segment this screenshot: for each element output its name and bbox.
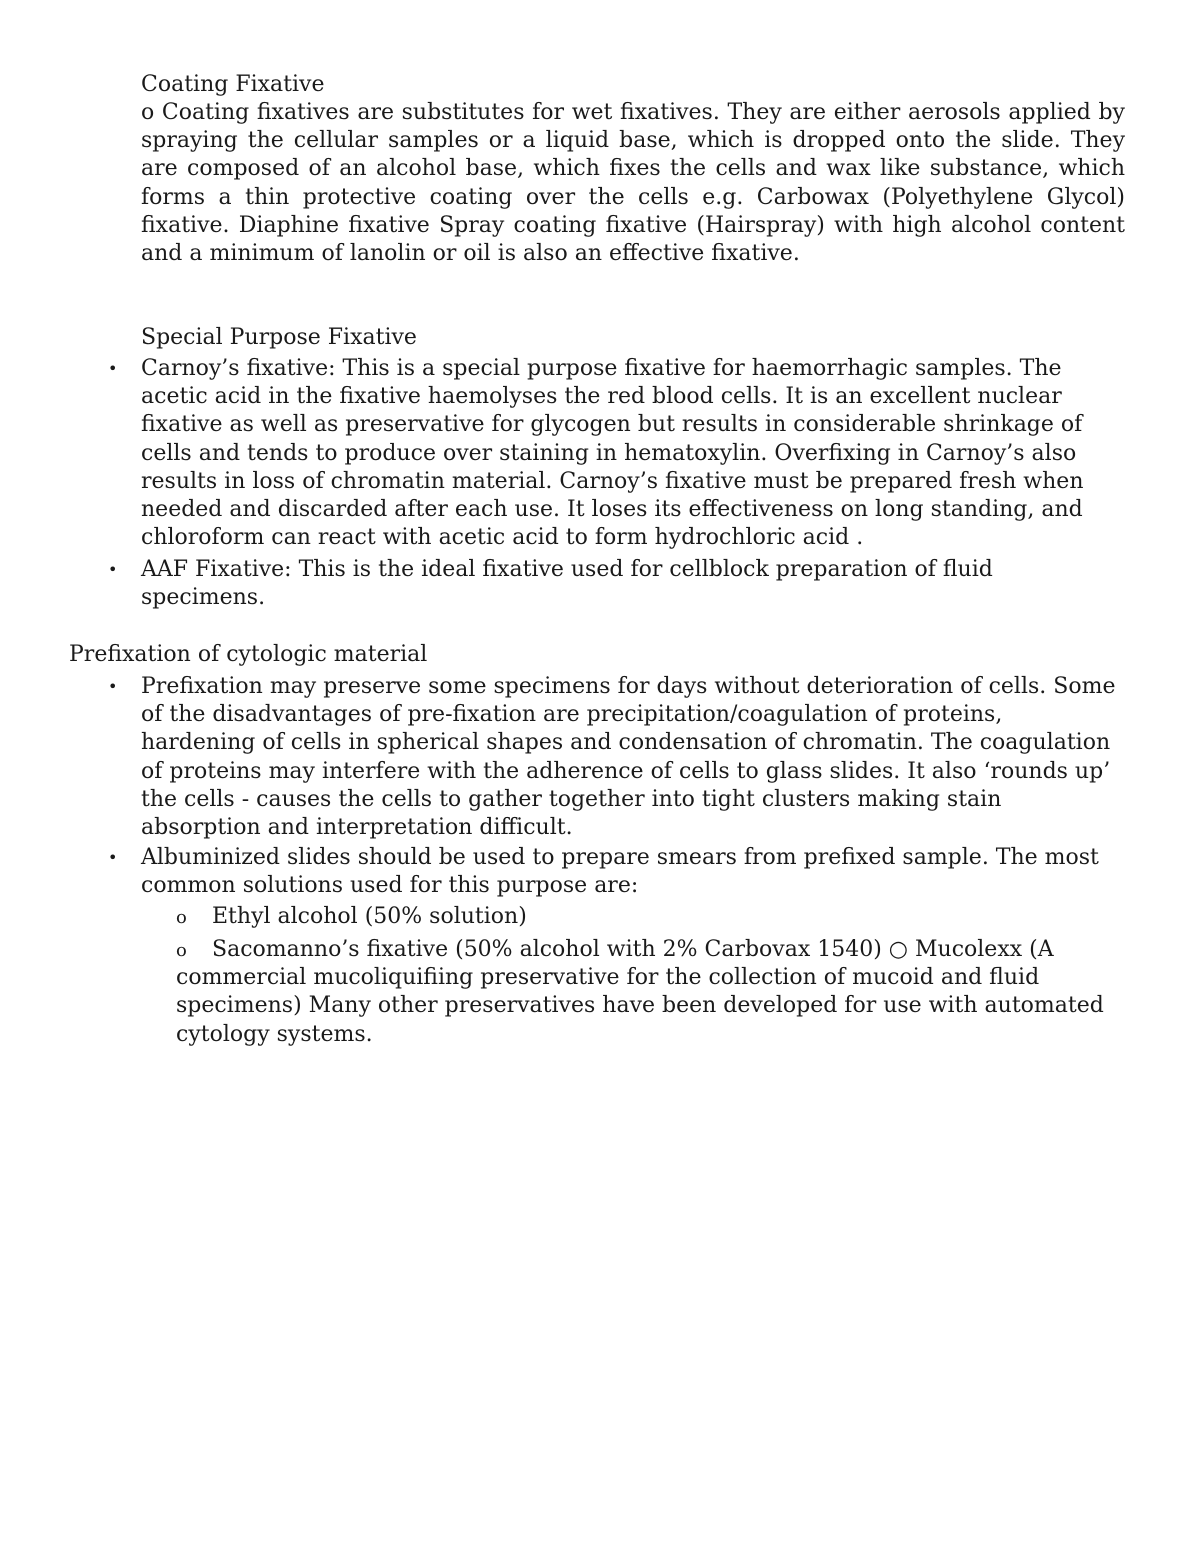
- aaf-fixative-item: AAF Fixative: This is the ideal fixative used for cellblock preparation of fluid specimens.: [141, 557, 993, 611]
- circle-bullet-icon: o: [176, 940, 187, 961]
- special-purpose-heading: Special Purpose Fixative: [141, 325, 417, 350]
- ethyl-alcohol-item: Ethyl alcohol (50% solution): [212, 904, 527, 929]
- bullet-icon: •: [108, 560, 118, 579]
- carnoy-fixative-item: Carnoy’s fixative: This is a special purpose fixative for haemorrhagic samples. The acetic acid in the fixative haemolyses the red blood cells. It is an excellent nuclear fixative as well as preservative for glycogen but results in considerable shrinkage of cells and tends to produce over staining in hematoxylin. Overfixing in Carnoy’s also results in loss of chromatin material. Carnoy’s fixative must be prepared fresh when needed and discarded after each use. It loses its effectiveness on long standing, and chloroform can react with acetic acid to form hydrochloric acid .: [141, 356, 1084, 551]
- circle-bullet-icon: o: [176, 907, 187, 928]
- bullet-icon: •: [108, 359, 118, 378]
- coating-fixative-paragraph: o Coating fixatives are substitutes for wet fixatives. They are either aerosols applied by spraying the cellular samples or a liquid base, which is dropped onto the slide. They are composed of an alcohol base, which fixes the cells and wax like substance, which forms a thin protective coating over the cells e.g. Carbowax (Polyethylene Glycol) fixative. Diaphine fixative Spray coating fixative (Hairspray) with high alcohol content and a minimum of lanolin or oil is also an effective fixative.: [141, 100, 1125, 267]
- bullet-icon: •: [108, 677, 118, 696]
- sacomanno-fixative-item: Sacomanno’s fixative (50% alcohol with 2% Carbovax 1540) ○ Mucolexx (A commercial mucoliquifiing preservative for the collection of mucoid and fluid specimens) Many other preservatives have been developed for use with automated cytology systems.: [176, 937, 1104, 1047]
- prefixation-heading: Prefixation of cytologic material: [69, 642, 428, 667]
- albuminized-slides-item: Albuminized slides should be used to prepare smears from prefixed sample. The most common solutions used for this purpose are:: [141, 845, 1099, 899]
- prefixation-item: Prefixation may preserve some specimens for days without deterioration of cells. Some of the disadvantages of pre-fixation are precipitation/coagulation of proteins, hardening of cells in spherical shapes and condensation of chromatin. The coagulation of proteins may interfere with the adherence of cells to glass slides. It also ‘rounds up’ the cells - causes the cells to gather together into tight clusters making stain absorption and interpretation difficult.: [141, 674, 1116, 841]
- coating-fixative-heading: Coating Fixative: [141, 72, 325, 97]
- bullet-icon: •: [108, 848, 118, 867]
